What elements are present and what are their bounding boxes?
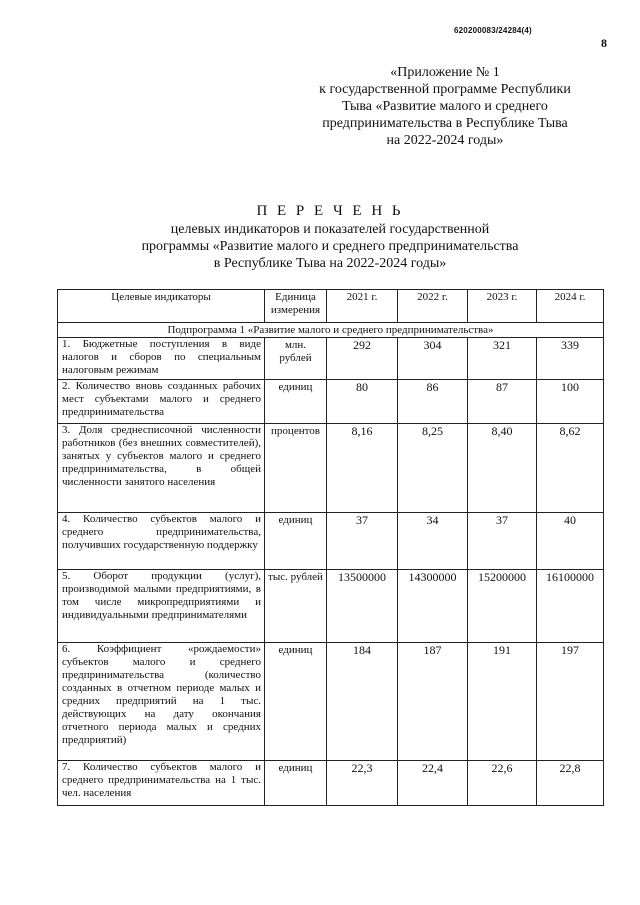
- table-row: [58, 513, 604, 570]
- value-2022: 34: [398, 513, 468, 570]
- subprogram-row: [58, 323, 604, 338]
- indicators-table: [57, 289, 604, 806]
- value-2024: 40: [537, 513, 604, 570]
- heading-line: программы «Развитие малого и среднего предпринимательства: [141, 239, 519, 254]
- appendix-line: на 2022-2024 годы»: [386, 133, 504, 148]
- value-2021: 8,16: [327, 424, 398, 513]
- document-code: 620200083/24284(4): [454, 26, 532, 35]
- indicator-unit: единиц: [265, 380, 327, 424]
- appendix-line: Тыва «Развитие малого и среднего: [342, 99, 548, 114]
- value-2021: 37: [327, 513, 398, 570]
- column-header-2022: 2022 г.: [398, 290, 468, 323]
- appendix-caption: [300, 64, 590, 149]
- value-2023: 87: [468, 380, 537, 424]
- heading-line: целевых индикаторов и показателей государственной: [170, 222, 490, 237]
- value-2021: 292: [327, 338, 398, 380]
- value-2022: 187: [398, 643, 468, 761]
- table-header-row: [58, 290, 604, 323]
- value-2023: 37: [468, 513, 537, 570]
- value-2022: 304: [398, 338, 468, 380]
- value-2024: 339: [537, 338, 604, 380]
- value-2022: 14300000: [398, 570, 468, 643]
- column-header-2024: 2024 г.: [537, 290, 604, 323]
- table-row: [58, 643, 604, 761]
- indicator-unit: единиц: [265, 513, 327, 570]
- value-2023: 22,6: [468, 761, 537, 806]
- appendix-line: «Приложение № 1: [390, 65, 500, 80]
- indicator-unit: единиц: [265, 761, 327, 806]
- document-heading: [60, 203, 600, 272]
- value-2022: 86: [398, 380, 468, 424]
- table-row: [58, 424, 604, 513]
- value-2021: 80: [327, 380, 398, 424]
- value-2023: 15200000: [468, 570, 537, 643]
- table-row: [58, 380, 604, 424]
- indicator-name: 5. Оборот продукции (услуг), производимой малыми предприятиями, в том числе микропредприятиями и индивидуальными предпринимателями: [58, 570, 265, 643]
- table-row: [58, 761, 604, 806]
- appendix-line: предпринимательства в Республике Тыва: [322, 116, 568, 131]
- value-2022: 8,25: [398, 424, 468, 513]
- indicator-unit: единиц: [265, 643, 327, 761]
- appendix-line: к государственной программе Республики: [319, 82, 571, 97]
- column-header-indicators: Целевые индикаторы: [58, 290, 265, 323]
- value-2021: 22,3: [327, 761, 398, 806]
- table-row: [58, 338, 604, 380]
- heading-line: в Республике Тыва на 2022-2024 годы»: [213, 256, 447, 271]
- heading-title: П Е Р Е Ч Е Н Ь: [256, 203, 404, 219]
- value-2022: 22,4: [398, 761, 468, 806]
- indicator-name: 1. Бюджетные поступления в виде налогов и сборов по специальным налоговым режимам: [58, 338, 265, 380]
- indicator-unit: процентов: [265, 424, 327, 513]
- table-row: [58, 570, 604, 643]
- indicator-name: 4. Количество субъектов малого и среднего предпринимательства, получивших государственную поддержку: [58, 513, 265, 570]
- column-header-unit: Единица измерения: [265, 290, 327, 323]
- value-2024: 16100000: [537, 570, 604, 643]
- column-header-2023: 2023 г.: [468, 290, 537, 323]
- indicator-unit: тыс. рублей: [265, 570, 327, 643]
- indicator-unit: млн. рублей: [265, 338, 327, 380]
- column-header-2021: 2021 г.: [327, 290, 398, 323]
- value-2021: 184: [327, 643, 398, 761]
- subprogram-title: Подпрограмма 1 «Развитие малого и среднего предпринимательства»: [58, 323, 604, 338]
- value-2024: 22,8: [537, 761, 604, 806]
- indicator-name: 2. Количество вновь созданных рабочих мест субъектами малого и среднего предпринимательства: [58, 380, 265, 424]
- value-2021: 13500000: [327, 570, 398, 643]
- indicator-name: 6. Коэффициент «рождаемости» субъектов малого и среднего предпринимательства (количество созданных в отчетном периоде малых и средних предприятий на 1 тыс. действующих на дату окончания отчетного периода малых и средних предприятий): [58, 643, 265, 761]
- value-2024: 8,62: [537, 424, 604, 513]
- indicator-name: 7. Количество субъектов малого и среднего предпринимательства на 1 тыс. чел. населения: [58, 761, 265, 806]
- value-2023: 191: [468, 643, 537, 761]
- value-2024: 197: [537, 643, 604, 761]
- value-2023: 8,40: [468, 424, 537, 513]
- value-2023: 321: [468, 338, 537, 380]
- page-number: 8: [601, 36, 607, 50]
- value-2024: 100: [537, 380, 604, 424]
- indicator-name: 3. Доля среднесписочной численности работников (без внешних совместителей), занятых у субъектов малого и среднего предпринимательства, в общей численности занятого населения: [58, 424, 265, 513]
